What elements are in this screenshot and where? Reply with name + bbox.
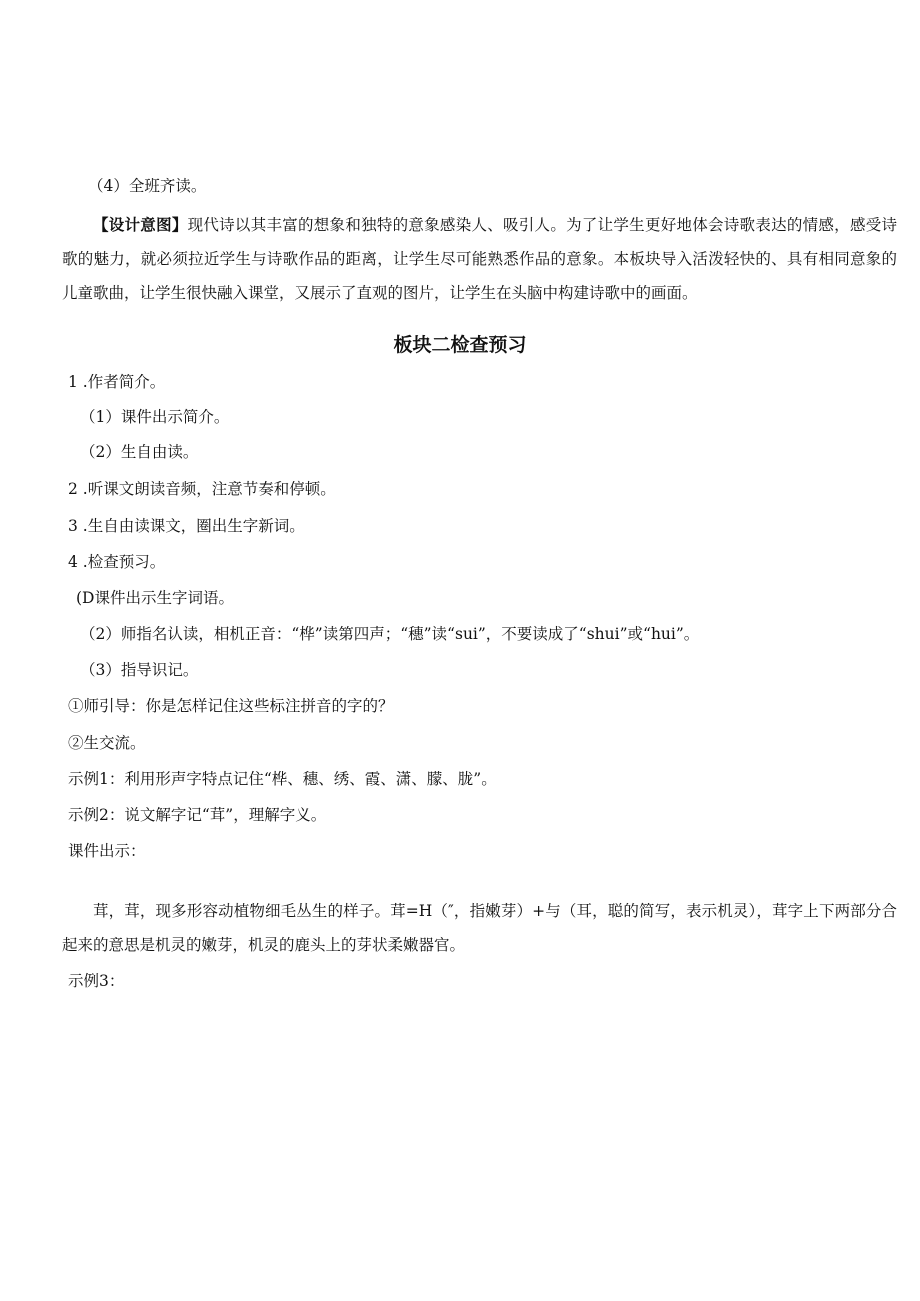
list-item: 3 .生自由读课文，圈出生字新词。: [68, 517, 305, 535]
list-item: 课件出示：: [68, 842, 146, 860]
list-item: 1 .作者简介。: [68, 373, 166, 391]
list-item: 4 .检查预习。: [68, 553, 166, 571]
step-4-text: （4）全班齐读。: [88, 177, 207, 195]
list-item: 示例1：利用形声字特点记住“桦、穗、绣、霞、潇、朦、胧”。: [68, 770, 497, 788]
design-intent-text: 现代诗以其丰富的想象和独特的意象感染人、吸引人。为了让学生更好地体会诗歌表达的情感，感受诗歌的魅力，就必须拉近学生与诗歌作品的距离，让学生尽可能熟悉作品的意象。本板块导入活泼轻快的、具有相同意象的儿童歌曲，让学生很快融入课堂，又展示了直观的图片，让学生在头脑中构建诗歌中的画面。: [62, 216, 897, 302]
list-item: （2）师指名认读，相机正音：“桦”读第四声；“穗”读“sui”，不要读成了“shui”或“hui”。: [80, 625, 700, 643]
list-item: ②生交流。: [68, 734, 146, 752]
list-item: （3）指导识记。: [80, 661, 199, 679]
explanation-paragraph: 茸，茸，现多形容动植物细毛丛生的样子。茸=H（″，指嫩芽）+与（耳，聪的简写，表示机灵），茸字上下两部分合起来的意思是机灵的嫩芽，机灵的鹿头上的芽状柔嫩器官。: [62, 902, 897, 954]
list-item: （1）课件出示简介。: [80, 408, 230, 426]
list-item: (D课件出示生字词语。: [76, 589, 234, 607]
example-3-label: 示例3：: [68, 972, 125, 990]
list-item: ①师引导：你是怎样记住这些标注拼音的字的？: [68, 697, 394, 715]
list-item: 示例2：说文解字记“茸”，理解字义。: [68, 806, 327, 824]
list-item: 2 .听课文朗读音频，注意节奏和停顿。: [68, 480, 336, 498]
section-heading: 板块二检查预习: [393, 334, 527, 356]
design-intent-label: 【设计意图】: [93, 215, 188, 234]
list-item: （2）生自由读。: [80, 443, 199, 461]
design-intent-paragraph: [62, 208, 897, 310]
